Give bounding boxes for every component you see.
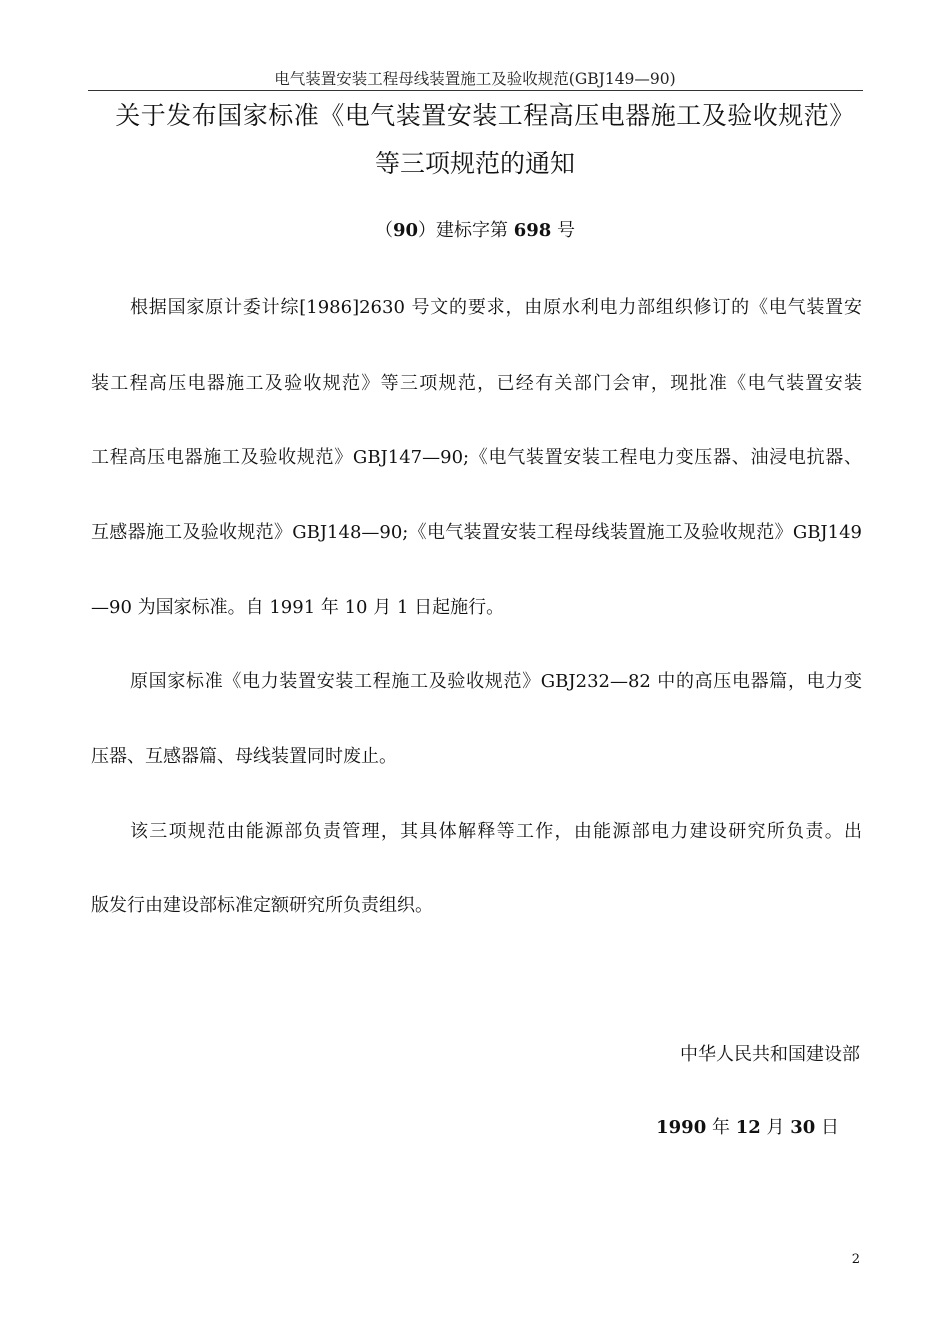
- body-line: 互感器施工及验收规范》GBJ148—90;《电气装置安装工程母线装置施工及验收规范》GBJ149: [91, 522, 862, 543]
- date-year: 1990: [656, 1117, 707, 1138]
- document-title-line-2: 等三项规范的通知: [374, 149, 575, 178]
- header-rule: [88, 90, 863, 91]
- running-header: 电气装置安装工程母线装置施工及验收规范(GBJ149—90): [274, 70, 676, 88]
- doc-number-value: 698: [513, 220, 552, 241]
- issuer-signature: 中华人民共和国建设部: [680, 1044, 860, 1065]
- date-month-unit: 月: [760, 1117, 791, 1138]
- doc-number-suffix: 号: [551, 220, 576, 241]
- body-line: —90 为国家标准。自 1991 年 10 月 1 日起施行。: [91, 597, 505, 618]
- document-number: [0, 216, 950, 242]
- body-line: 版发行由建设部标准定额研究所负责组织。: [91, 895, 433, 916]
- body-line: 根据国家原计委计综[1986]2630 号文的要求，由原水利电力部组织修订的《电气装置安: [130, 297, 862, 318]
- document-title-line-1: 关于发布国家标准《电气装置安装工程高压电器施工及验收规范》: [115, 101, 855, 130]
- page-number: 2: [851, 1252, 860, 1267]
- date-day-unit: 日: [815, 1117, 839, 1138]
- doc-number-year: 90: [392, 220, 418, 241]
- issue-date: [0, 1113, 839, 1139]
- body-line: 原国家标准《电力装置安装工程施工及验收规范》GBJ232—82 中的高压电器篇，电力变: [130, 671, 862, 692]
- body-line: 装工程高压电器施工及验收规范》等三项规范，已经有关部门会审，现批准《电气装置安装: [91, 373, 862, 394]
- doc-number-mid: ）建标字第: [418, 220, 514, 241]
- body-line: 该三项规范由能源部负责管理，其具体解释等工作，由能源部电力建设研究所负责。出: [130, 821, 862, 842]
- date-day: 30: [790, 1117, 816, 1138]
- body-line: 工程高压电器施工及验收规范》GBJ147—90;《电气装置安装工程电力变压器、油浸电抗器、: [91, 447, 862, 468]
- date-month: 12: [735, 1117, 761, 1138]
- body-line: 压器、互感器篇、母线装置同时废止。: [91, 746, 397, 767]
- doc-number-open: （: [374, 220, 393, 241]
- date-year-unit: 年: [706, 1117, 736, 1138]
